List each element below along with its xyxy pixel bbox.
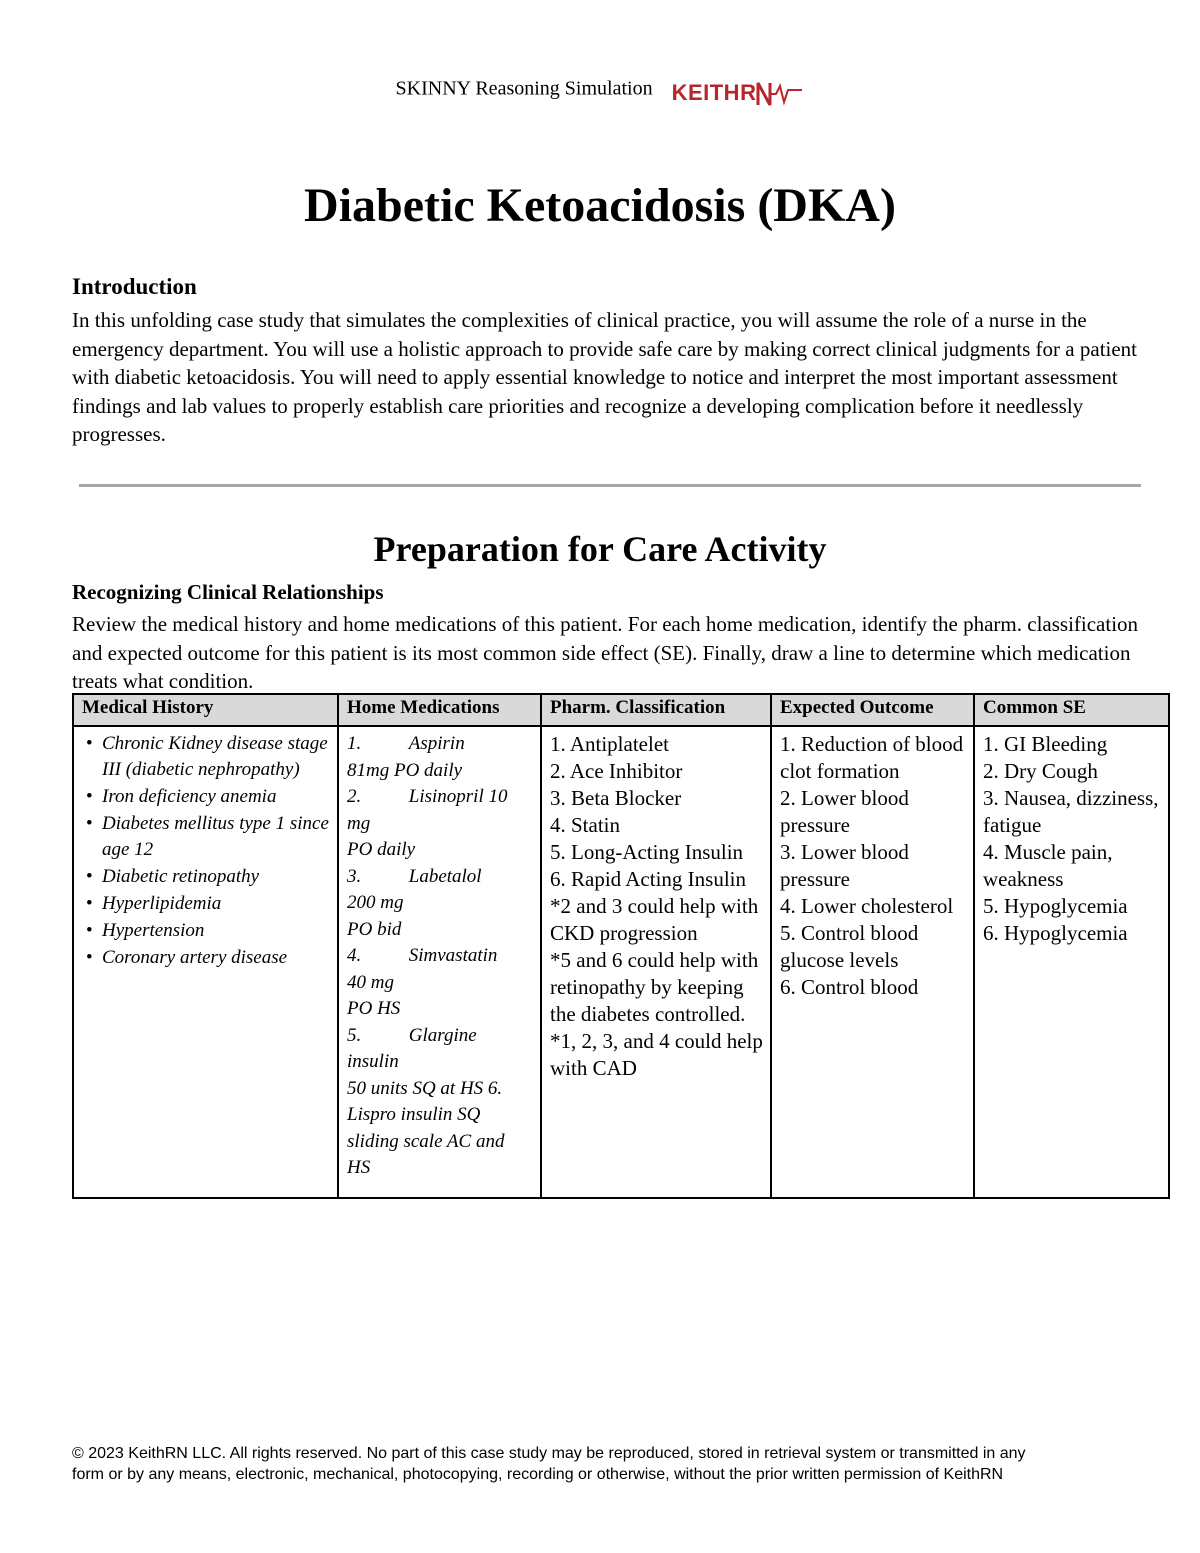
home-medications-cell <box>338 726 541 1198</box>
list-item: *5 and 6 could help with retinopathy by keeping the diabetes controlled. <box>550 948 759 1026</box>
list-item: 4. Muscle pain, weakness <box>983 840 1113 891</box>
header-medical-history: Medical History <box>73 694 338 726</box>
list-item: 6. Hypoglycemia <box>983 921 1128 945</box>
list-item: 4. Lower cholesterol <box>780 894 954 918</box>
list-item: PO HS <box>347 998 401 1019</box>
list-item: 200 mg <box>347 892 404 913</box>
medication-table <box>72 693 1170 1199</box>
preparation-subheading: Recognizing Clinical Relationships <box>72 580 384 604</box>
list-item: 2. Ace Inhibitor <box>550 759 683 783</box>
common-se-cell <box>974 726 1169 1198</box>
list-item: 3. Nausea, dizziness, fatigue <box>983 786 1159 837</box>
expected-outcome-list <box>780 731 967 1001</box>
list-item: 4. Statin <box>550 813 621 837</box>
list-item: 1. GI Bleeding <box>983 732 1108 756</box>
header-pharm-classification: Pharm. Classification <box>541 694 771 726</box>
list-item: 5. Glargine <box>347 1024 477 1046</box>
introduction-body: In this unfolding case study that simulates the complexities of clinical practice, you will assume the role of a nurse in the emergency department. You will use a holistic approach to provide safe care by making correct clinical judgments for a patient with diabetic ketoacidosis. You will need to apply essential knowledge to notice and interpret the most important assessment findings and lab values to properly establish care priorities and recognize a developing complication before it needlessly progresses. <box>72 308 1138 446</box>
list-item: insulin <box>347 1051 399 1072</box>
list-item: 5. Control blood glucose levels <box>780 921 919 972</box>
footer-line-1: © 2023 KeithRN LLC. All rights reserved. No part of this case study may be reproduced, stored in retrieval system or transmitted in any <box>72 1445 1026 1462</box>
preparation-heading: Preparation for Care Activity <box>373 529 827 569</box>
page-header <box>0 74 1200 104</box>
list-item: 2. Dry Cough <box>983 759 1098 783</box>
list-item: 2. Lower blood pressure <box>780 786 909 837</box>
header-text: SKINNY Reasoning Simulation <box>395 77 653 100</box>
expected-outcome-cell <box>771 726 974 1198</box>
preparation-body: Review the medical history and home medications of this patient. For each home medication, identify the pharm. classification and expected outcome for this patient is its most common side effect (SE). Finally, draw a line to determine which medication treats what condition. <box>72 612 1139 693</box>
logo-text: KEITHR <box>671 80 757 105</box>
list-item: • Hypertension <box>82 918 331 944</box>
keithrn-logo <box>672 78 805 108</box>
header-expected-outcome: Expected Outcome <box>771 694 974 726</box>
list-item: 3. Beta Blocker <box>550 786 682 810</box>
list-item: Lispro insulin SQ <box>347 1104 481 1125</box>
list-item: 3. Labetalol <box>347 865 482 887</box>
list-item: 1. Aspirin <box>347 733 465 754</box>
list-item: 5. Hypoglycemia <box>983 894 1128 918</box>
list-item: • Hyperlipidemia <box>82 891 331 917</box>
list-item: 6. Rapid Acting Insulin <box>550 867 746 891</box>
introduction-heading: Introduction <box>72 274 197 299</box>
list-item: 1. Antiplatelet <box>550 732 669 756</box>
list-item: 4. Simvastatin <box>347 945 498 966</box>
section-divider <box>79 484 1141 487</box>
list-item: *2 and 3 could help with CKD progression <box>550 894 759 945</box>
list-item: 2. Lisinopril 10 <box>347 786 508 807</box>
list-item: • Diabetic retinopathy <box>82 864 331 890</box>
pharm-classification-list <box>550 731 764 1082</box>
list-item: 81mg PO daily <box>347 759 463 781</box>
page-title: Diabetic Ketoacidosis (DKA) <box>304 179 896 232</box>
table-row <box>73 726 1169 1198</box>
footer-line-2: form or by any means, electronic, mechanical, photocopying, recording or otherwise, without the prior written permission of KeithRN <box>72 1466 1004 1483</box>
list-item: *1, 2, 3, and 4 could help with CAD <box>550 1029 763 1080</box>
header-common-se: Common SE <box>974 694 1169 726</box>
pharm-classification-cell <box>541 726 771 1198</box>
list-item: 1. Reduction of blood clot formation <box>780 732 964 783</box>
list-item: • Diabetes mellitus type 1 since age 12 <box>82 811 331 863</box>
list-item: 50 units SQ at HS 6. <box>347 1077 503 1099</box>
list-item: mg <box>347 812 371 834</box>
list-item: HS <box>347 1157 371 1178</box>
list-item: 3. Lower blood pressure <box>780 840 909 891</box>
list-item: 5. Long-Acting Insulin <box>550 840 744 864</box>
table-header-row <box>73 694 1169 726</box>
list-item: 6. Control blood <box>780 975 919 999</box>
medical-history-list <box>82 731 331 971</box>
home-medications-list <box>347 731 534 1182</box>
list-item: • Chronic Kidney disease stage III (diabetic nephropathy) <box>82 731 331 783</box>
logo-n-mark-icon <box>756 78 804 108</box>
medical-history-cell <box>73 726 338 1198</box>
list-item: sliding scale AC and <box>347 1130 505 1152</box>
common-se-list <box>983 731 1162 947</box>
header-home-medications: Home Medications <box>338 694 541 726</box>
list-item: 40 mg <box>347 971 394 993</box>
list-item: • Coronary artery disease <box>82 945 331 971</box>
list-item: PO bid <box>347 918 402 940</box>
list-item: PO daily <box>347 839 416 860</box>
list-item: • Iron deficiency anemia <box>82 784 331 810</box>
copyright-footer <box>72 1443 1152 1485</box>
